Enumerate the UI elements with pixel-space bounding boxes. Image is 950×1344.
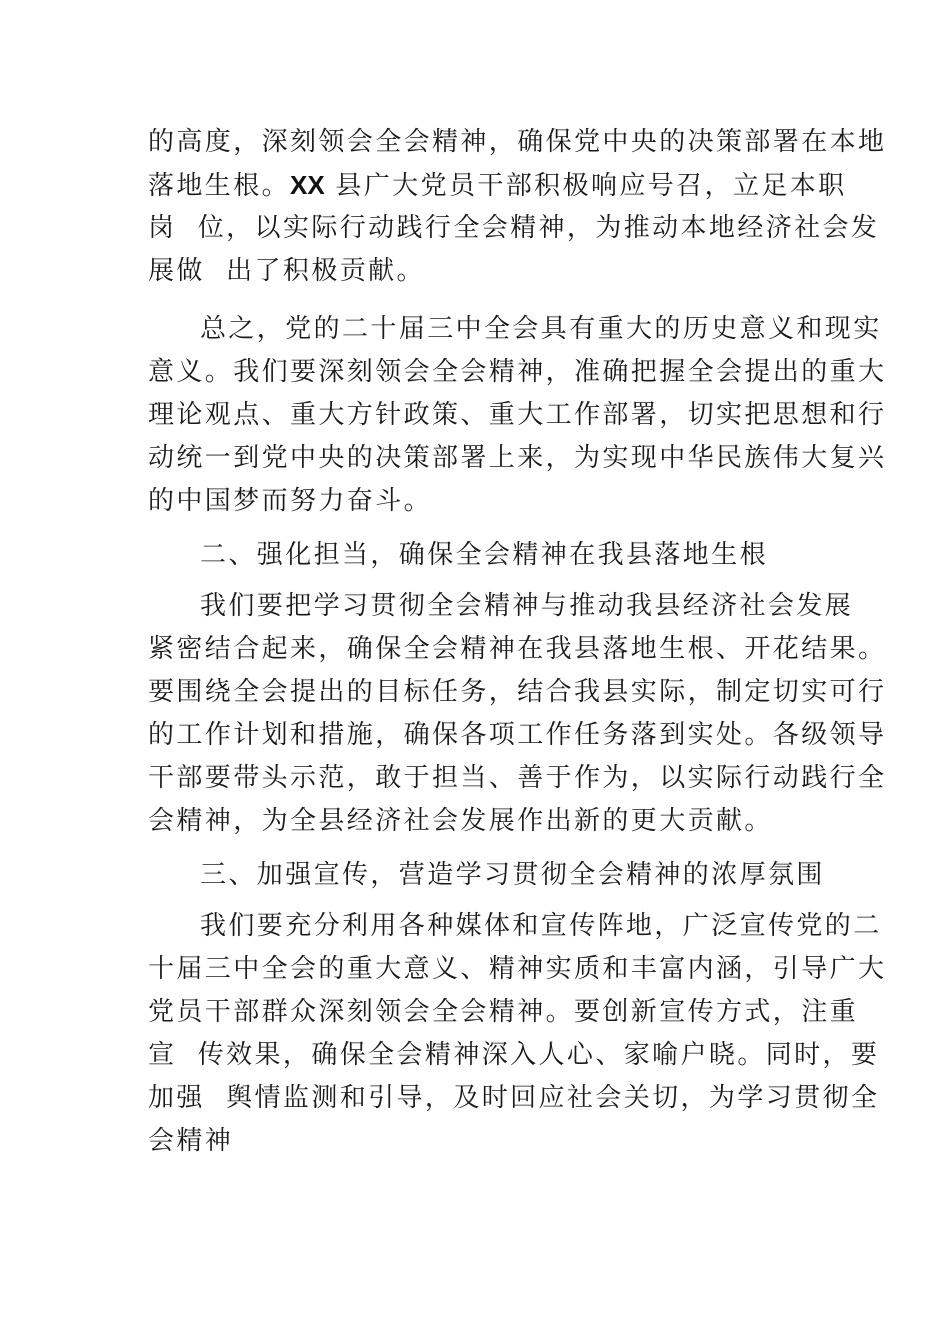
paragraph-line: 紧密结合起来，确保全会精神在我县落地生根、开花结果。: [148, 634, 887, 664]
paragraph-line: 的高度，深刻领会全会精神，确保党中央的决策部署在本地: [148, 127, 887, 157]
section-heading: 三、加强宣传，营造学习贯彻全会精神的浓厚氛围: [200, 860, 825, 890]
paragraph-line: 理论观点、重大方针政策、重大工作部署，切实把思想和行: [148, 400, 887, 430]
paragraph-line: 总之，党的二十届三中全会具有重大的历史意义和现实: [200, 314, 882, 344]
paragraph-line: 十届三中全会的重大意义、精神实质和丰富内涵，引导广大: [148, 954, 887, 984]
paragraph-line: 干部要带头示范，敢于担当、善于作为，以实际行动践行全: [148, 763, 887, 793]
line-segment: 落地生根。: [148, 171, 291, 201]
paragraph-line: [148, 165, 847, 205]
paragraph-line: 展做 出了积极贡献。: [148, 256, 425, 286]
paragraph-line: 的中国梦而努力奋斗。: [148, 486, 433, 516]
paragraph-line: 要围绕全会提出的目标任务，结合我县实际，制定切实可行: [148, 677, 887, 707]
paragraph-line: 意义。我们要深刻领会全会精神，准确把握全会提出的重大: [148, 357, 887, 387]
paragraph-line: 的工作计划和措施，确保各项工作任务落到实处。各级领导: [148, 720, 887, 750]
section-heading: 二、强化担当，确保全会精神在我县落地生根: [200, 540, 769, 570]
paragraph-line: 会精神，为全县经济社会发展作出新的更大贡献。: [148, 806, 773, 836]
paragraph-line: 党员干部群众深刻领会全会精神。要创新宣传方式，注重: [148, 997, 859, 1027]
paragraph-line: 宣 传效果，确保全会精神深入人心、家喻户晓。同时，要: [148, 1040, 880, 1070]
paragraph-line: 我们要把学习贯彻全会精神与推动我县经济社会发展: [200, 591, 854, 621]
emphasis-text: XX: [290, 170, 325, 200]
paragraph-line: 加强 舆情监测和引导，及时回应社会关切，为学习贯彻全: [148, 1083, 880, 1113]
paragraph-line: 我们要充分利用各种媒体和宣传阵地，广泛宣传党的二: [200, 911, 882, 941]
line-segment: 县广大党员干部积极响应号召，立足本职: [335, 171, 847, 201]
paragraph-line: 会精神: [148, 1126, 234, 1156]
paragraph-line: 岗 位，以实际行动践行全会精神，为推动本地经济社会发: [148, 213, 880, 243]
paragraph-line: 动统一到党中央的决策部署上来，为实现中华民族伟大复兴: [148, 443, 887, 473]
